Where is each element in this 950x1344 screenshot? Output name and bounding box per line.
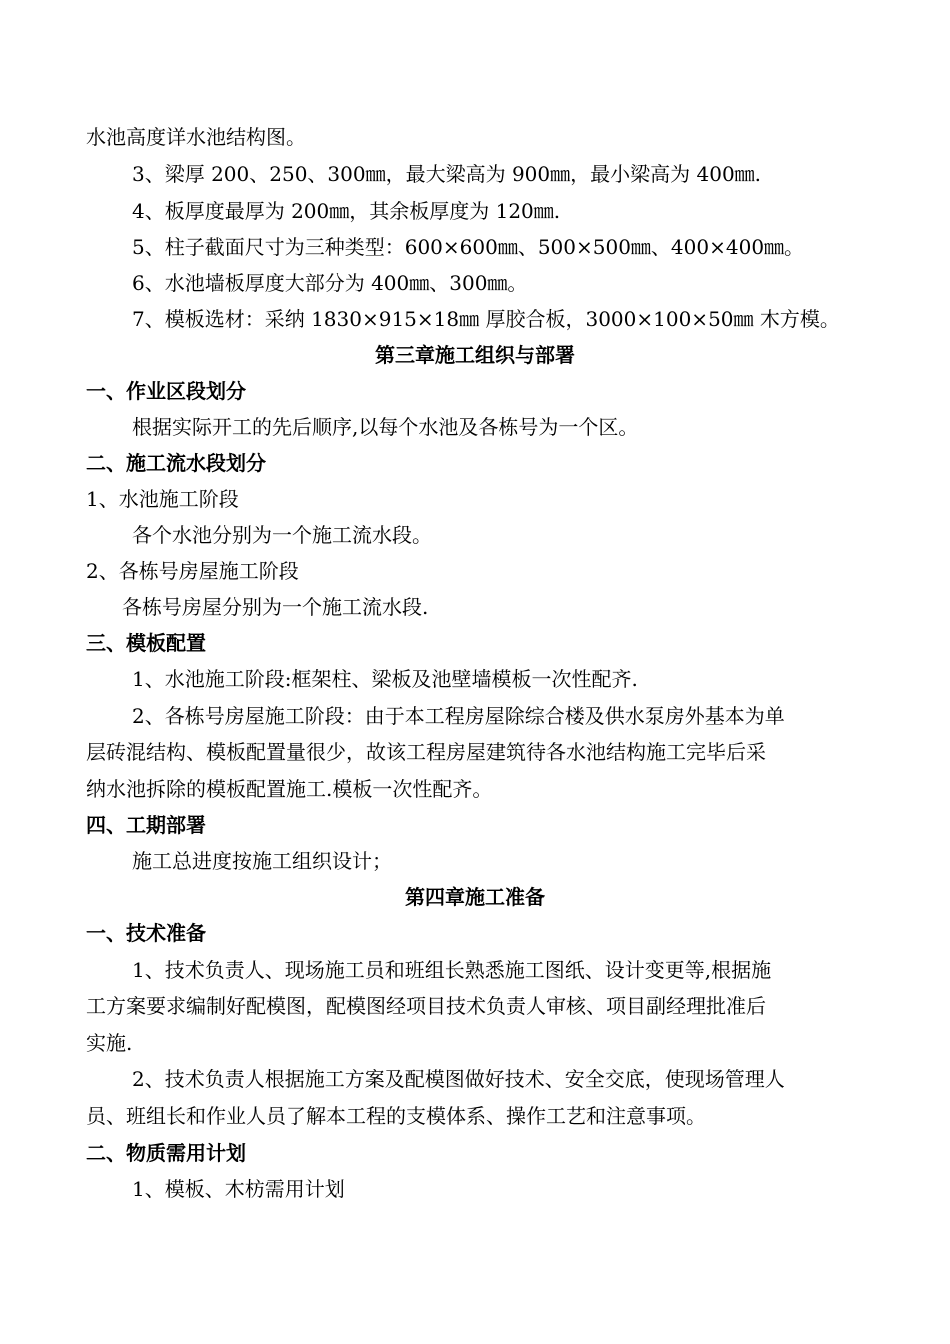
body-text: 工方案要求编制好配模图，配模图经项目技术负责人审核、项目副经理批准后 — [86, 994, 766, 1018]
body-text: 各栋号房屋分别为一个施工流水段. — [122, 595, 429, 619]
list-item: 2、各栋号房屋施工阶段：由于本工程房屋除综合楼及供水泵房外基本为单 — [132, 704, 785, 728]
list-item: 6、水池墙板厚度大部分为 400㎜、300㎜。 — [132, 271, 528, 295]
body-text: 各个水池分别为一个施工流水段。 — [132, 523, 432, 547]
body-text: 层砖混结构、模板配置量很少，故该工程房屋建筑待各水池结构施工完毕后采 — [86, 740, 766, 764]
list-item: 7、模板选材：采纳 1830×915×18㎜ 厚胶合板，3000×100×50㎜ 木方模。 — [132, 307, 840, 331]
list-item: 1、模板、木枋需用计划 — [132, 1177, 345, 1201]
list-item: 4、板厚度最厚为 200㎜，其余板厚度为 120㎜. — [132, 199, 561, 223]
section-heading: 四、工期部署 — [86, 813, 206, 837]
body-text: 根据实际开工的先后顺序,以每个水池及各栋号为一个区。 — [132, 415, 639, 439]
list-item: 5、柱子截面尺寸为三种类型：600×600㎜、500×500㎜、400×400㎜。 — [132, 235, 805, 259]
chapter-title: 第三章施工组织与部署 — [375, 343, 575, 367]
body-text: 员、班组长和作业人员了解本工程的支模体系、操作工艺和注意事项。 — [86, 1104, 706, 1128]
chapter-title: 第四章施工准备 — [405, 885, 545, 909]
body-text: 施工总进度按施工组织设计； — [132, 849, 392, 873]
subsection-heading: 2、各栋号房屋施工阶段 — [86, 559, 299, 583]
list-item: 3、梁厚 200、250、300㎜，最大梁高为 900㎜，最小梁高为 400㎜. — [132, 162, 762, 186]
section-heading: 一、作业区段划分 — [86, 379, 246, 403]
list-item: 1、水池施工阶段:框架柱、梁板及池壁墙模板一次性配齐. — [132, 667, 638, 691]
section-heading: 一、技术准备 — [86, 921, 206, 945]
body-text: 实施. — [86, 1031, 133, 1055]
section-heading: 二、施工流水段划分 — [86, 451, 266, 475]
body-text: 纳水池拆除的模板配置施工.模板一次性配齐。 — [86, 777, 493, 801]
subsection-heading: 1、水池施工阶段 — [86, 487, 239, 511]
body-text: 水池高度详水池结构图。 — [86, 125, 306, 149]
section-heading: 三、模板配置 — [86, 631, 206, 655]
section-heading: 二、物质需用计划 — [86, 1141, 246, 1165]
list-item: 1、技术负责人、现场施工员和班组长熟悉施工图纸、设计变更等,根据施 — [132, 958, 772, 982]
list-item: 2、技术负责人根据施工方案及配模图做好技术、安全交底，使现场管理人 — [132, 1067, 785, 1091]
